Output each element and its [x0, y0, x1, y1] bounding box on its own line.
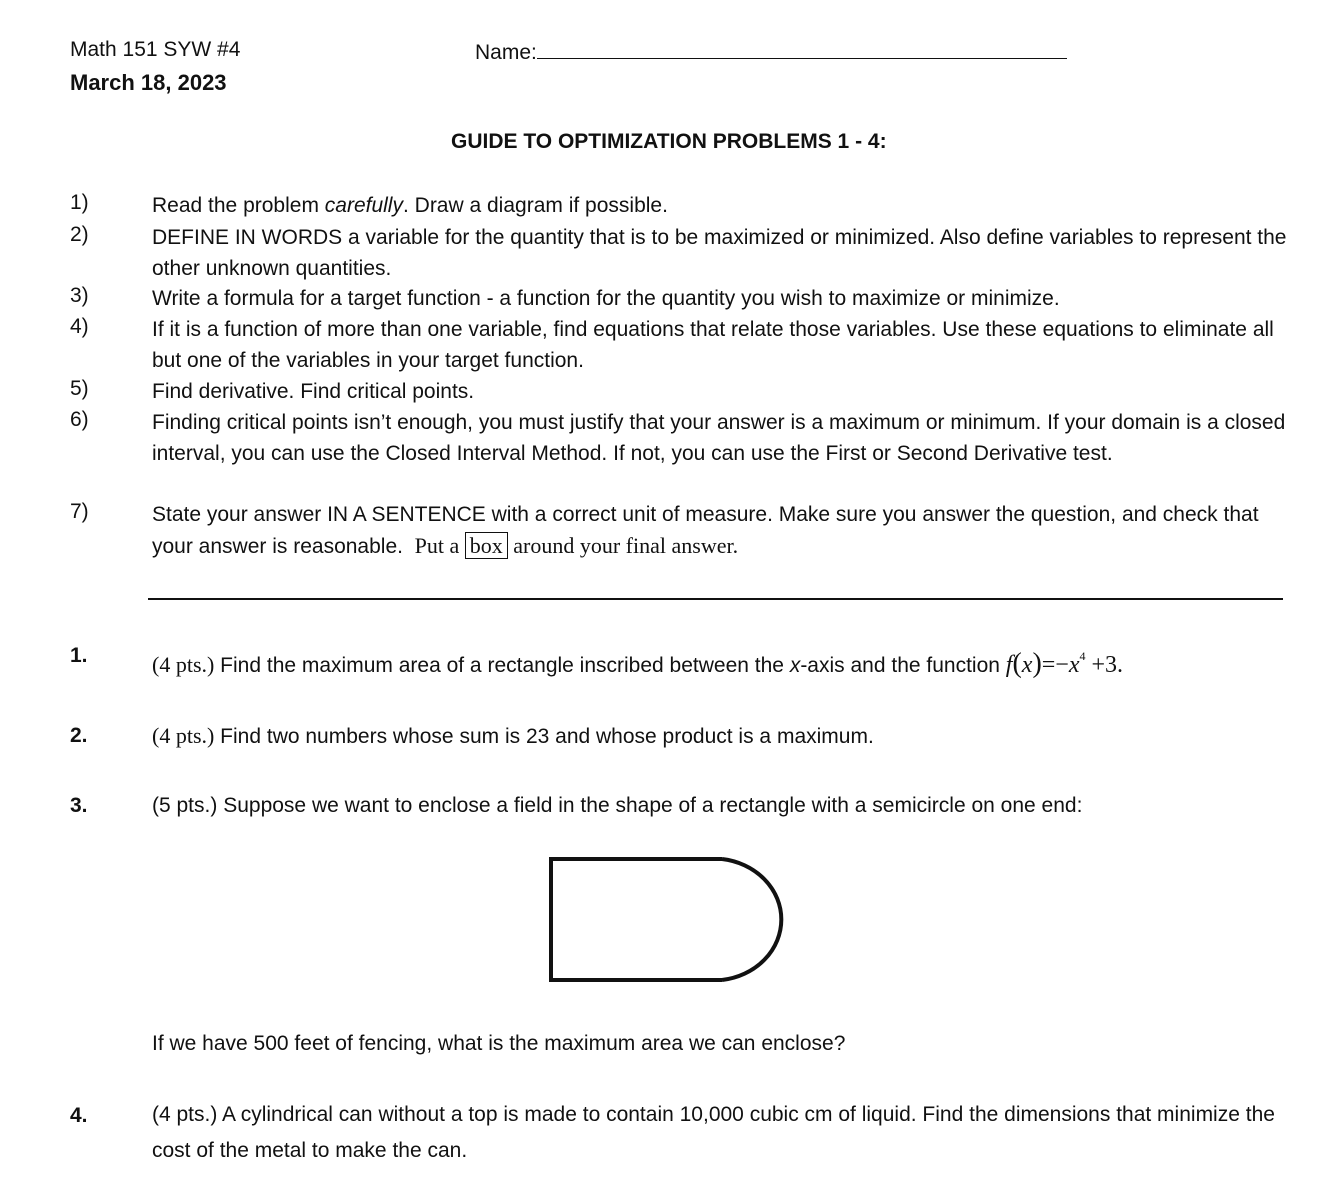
- step-number: 7): [70, 500, 89, 523]
- name-label: Name:: [475, 41, 537, 64]
- divider: [148, 598, 1283, 600]
- problem-points: (5 pts.): [152, 794, 218, 817]
- date-label: March 18, 2023: [70, 70, 227, 95]
- problem-number: 3.: [70, 794, 88, 817]
- name-underline: [537, 38, 1067, 59]
- step-text: Read the problem carefully. Draw a diagram if possible.: [152, 194, 668, 217]
- boxed-word: box: [465, 532, 508, 559]
- problem-text: (4 pts.) A cylindrical can without a top is made to contain 10,000 cubic cm of liquid. Find the dimensions that minimize the cost of the metal to make the can.: [152, 1103, 1275, 1162]
- step-text: Finding critical points isn’t enough, you must justify that your answer is a maximum or minimum. If your domain is a closed interval, you can use the Closed Interval Method. If not, you can use the First or Second Derivative test.: [152, 411, 1286, 465]
- function-formula: $f(x)=-x^4 +3$.: [1005, 648, 1124, 679]
- x-variable: x: [789, 654, 801, 677]
- step-number: 2): [70, 223, 89, 246]
- put-a-text: Put a: [414, 533, 460, 558]
- step-text: DEFINE IN WORDS a variable for the quantity that is to be maximized or minimized. Also define variables to represent the other unknown quantities.: [152, 226, 1287, 280]
- field-diagram: [540, 850, 810, 990]
- step-number: 1): [70, 191, 89, 214]
- semicircle-end: [722, 859, 781, 980]
- problem-points: (4 pts.): [152, 652, 215, 677]
- step-number: 5): [70, 377, 89, 400]
- course-label: Math 151 SYW #4: [70, 38, 241, 61]
- problem-number: 1.: [70, 644, 88, 667]
- step-number: 4): [70, 315, 89, 338]
- after-box-text: around your final answer.: [513, 533, 739, 558]
- problem-points: (4 pts.): [152, 1103, 218, 1126]
- problem-text: (5 pts.) Suppose we want to enclose a field in the shape of a rectangle with a semicircle on one end:: [152, 794, 1083, 817]
- problem-text: (4 pts.) Find the maximum area of a rectangle inscribed between the x-axis and the function $f(x)=-x^4 +3$.: [152, 648, 1124, 679]
- problem-number: 2.: [70, 724, 88, 747]
- problem-number: 4.: [70, 1104, 88, 1127]
- rectangle-outline: [551, 859, 722, 980]
- name-field: [475, 38, 1067, 65]
- step-number: 6): [70, 408, 89, 431]
- step-text: Write a formula for a target function - a function for the quantity you wish to maximize or minimize.: [152, 287, 1060, 310]
- step-text: Find derivative. Find critical points.: [152, 380, 475, 403]
- step-text: If it is a function of more than one variable, find equations that relate those variables. Use these equations to eliminate all but one of the variables in your target function.: [152, 318, 1274, 372]
- guide-title: GUIDE TO OPTIMIZATION PROBLEMS 1 - 4:: [451, 130, 887, 153]
- problem-followup: If we have 500 feet of fencing, what is the maximum area we can enclose?: [152, 1032, 846, 1055]
- step-number: 3): [70, 284, 89, 307]
- emphasis: carefully: [324, 194, 403, 217]
- problem-points: (4 pts.): [152, 723, 215, 748]
- step-text: State your answer IN A SENTENCE with a correct unit of measure. Make sure you answer the question, and check that your answer is reasonable. Put a box around your final answer.: [152, 503, 1259, 558]
- problem-text: (4 pts.) Find two numbers whose sum is 23 and whose product is a maximum.: [152, 723, 874, 748]
